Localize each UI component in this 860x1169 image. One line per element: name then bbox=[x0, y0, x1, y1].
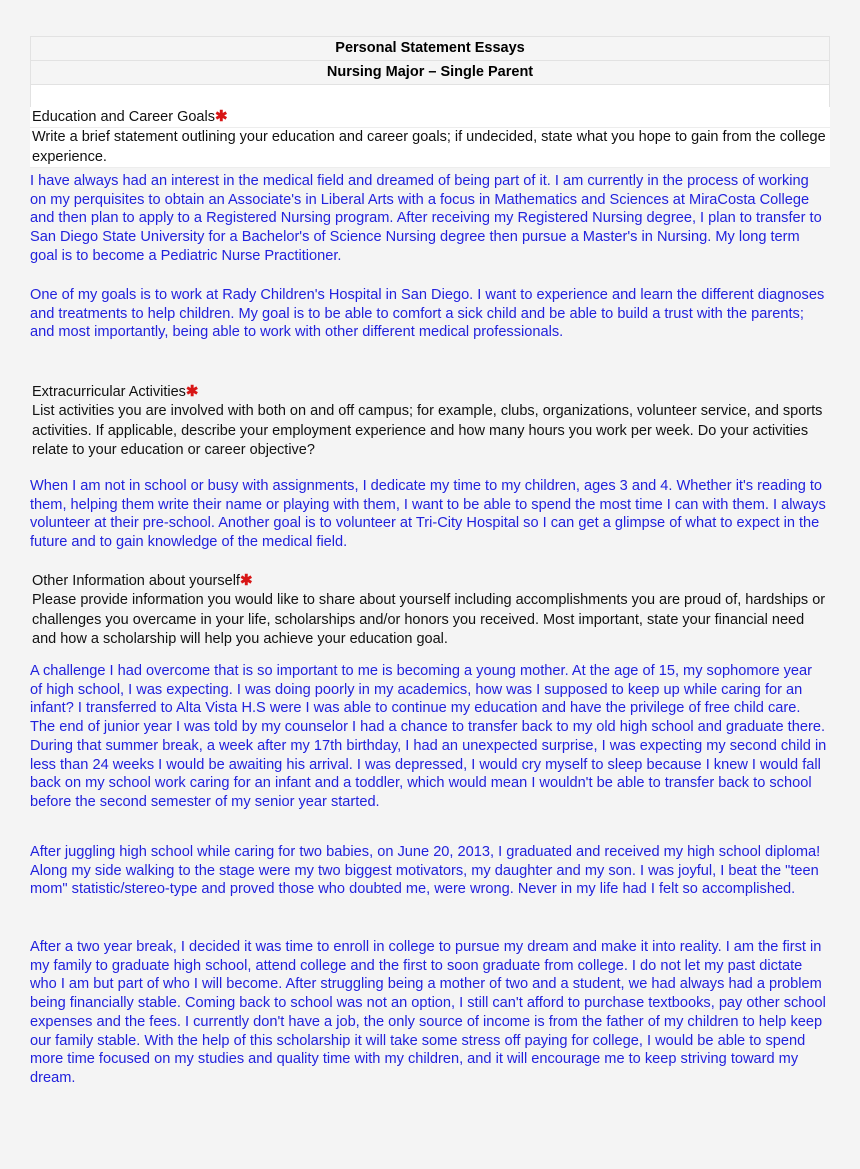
section-3-response-paragraph-3: After a two year break, I decided it was time to enroll in college to pursue my dream and make it into reality. I am the first in my family to graduate high school, attend college and the first to soon graduate from college. I do not let my past dictate who I am but part of who I will become. After struggling being a mother of two and a student, we had always had a problem being financially stable. Coming back to school was not an option, I still can't afford to purchase textbooks, pay other school expenses and the fees. I currently don't have a job, the only source of income is from the father of my children to help keep our family stable. With the help of this scholarship it will take some stress off paying for college, I would be able to spend more time focused on my studies and quality time with my children, and it will encourage me to keep striving toward my dream. bbox=[30, 939, 826, 1086]
section-2-heading-text: Extracurricular Activities bbox=[32, 384, 186, 400]
section-1-heading-text: Education and Career Goals bbox=[32, 109, 215, 125]
title-row-secondary bbox=[31, 61, 830, 85]
required-asterisk-icon: ✱ bbox=[239, 572, 253, 589]
section-3-prompt bbox=[30, 571, 830, 649]
section-1-response-paragraph-1: I have always had an interest in the medical field and dreamed of being part of it. I am currently in the process of working on my perquisites to obtain an Associate's in Liberal Arts with a focus in Mathematics and Sciences at MiraCosta College and then plan to apply to a Registered Nursing program. After receiving my Registered Nursing degree, I plan to transfer to San Diego State University for a Bachelor's of Science Nursing degree then pursue a Master's in Nursing. My long term goal is to become a Pediatric Nurse Practitioner. bbox=[30, 173, 822, 264]
required-asterisk-icon: ✱ bbox=[185, 383, 199, 400]
section-1-response-paragraph-2: One of my goals is to work at Rady Children's Hospital in San Diego. I want to experience and learn the different diagnoses and treatments to help children. My goal is to be able to comfort a sick child and be able to build a trust with the parents; and most importantly, being able to work with other different medical professionals. bbox=[30, 287, 825, 341]
section-2-response-paragraph-1: When I am not in school or busy with assignments, I dedicate my time to my children, ages 3 and 4. Whether it's reading to them, helping them write their name or playing with them, I want to be able to spend the most time I can with them. I always volunteer at their pre-school. Another goal is to volunteer at Tri-City Hospital so I can get a glimpse of what to expect in the future and to gain knowledge of the medical field. bbox=[30, 478, 826, 551]
section-3-response-paragraph-2: After juggling high school while caring for two babies, on June 20, 2013, I graduated and received my high school diploma! Along my side walking to the stage were my two biggest motivators, my daughter and my son. I was joyful, I beat the "teen mom" statistic/stereo-type and proved those who doubted me, were wrong. Never in my life had I felt so accomplished. bbox=[30, 844, 821, 898]
section-2-instructions: List activities you are involved with both on and off campus; for example, clubs, organizations, volunteer service, and sports activities. If applicable, describe your employment experience and how many hours you work per week. Do your activities relate to your education or career objective? bbox=[32, 403, 823, 458]
section-1-instructions: Write a brief statement outlining your education and career goals; if undecided, state what you hope to gain from the college experience. bbox=[30, 127, 830, 168]
document-title-line-1: Personal Statement Essays bbox=[31, 37, 830, 61]
section-3-instructions: Please provide information you would like to share about yourself including accomplishments you are proud of, hardships or challenges you overcame in your life, scholarships and/or honors you received. Most important, state your financial need and how a scholarship will help you achieve your education goal. bbox=[32, 592, 826, 647]
section-3-heading-row bbox=[30, 571, 830, 591]
title-row-primary bbox=[31, 37, 830, 61]
document-title-table bbox=[30, 36, 830, 112]
section-2-prompt bbox=[30, 382, 830, 460]
section-3-heading-text: Other Information about yourself bbox=[32, 573, 240, 589]
section-2-heading-row bbox=[30, 382, 830, 402]
section-3-response-paragraph-1: A challenge I had overcome that is so important to me is becoming a young mother. At the age of 15, my sophomore year of high school, I was expecting. I was doing poorly in my academics, how was I supposed to keep up while caring for an infant? I transferred to Alta Vista H.S were I was able to continue my education and have the privilege of free child care. The end of junior year I was told by my counselor I had a chance to transfer back to my old high school and graduate there. During that summer break, a week after my 17th birthday, I had an unexpected surprise, I was expecting my second child in less than 24 weeks I would be awaiting his arrival. I was depressed, I would cry myself to sleep because I knew I would fall back on my school work caring for an infant and a toddler, which would mean I wouldn't be able to transfer back to school before the second semester of my senior year started. bbox=[30, 663, 827, 810]
section-1-heading-row bbox=[30, 107, 830, 127]
required-asterisk-icon: ✱ bbox=[214, 108, 228, 125]
document-title-line-2: Nursing Major – Single Parent bbox=[31, 61, 830, 85]
section-1-prompt bbox=[30, 107, 830, 168]
